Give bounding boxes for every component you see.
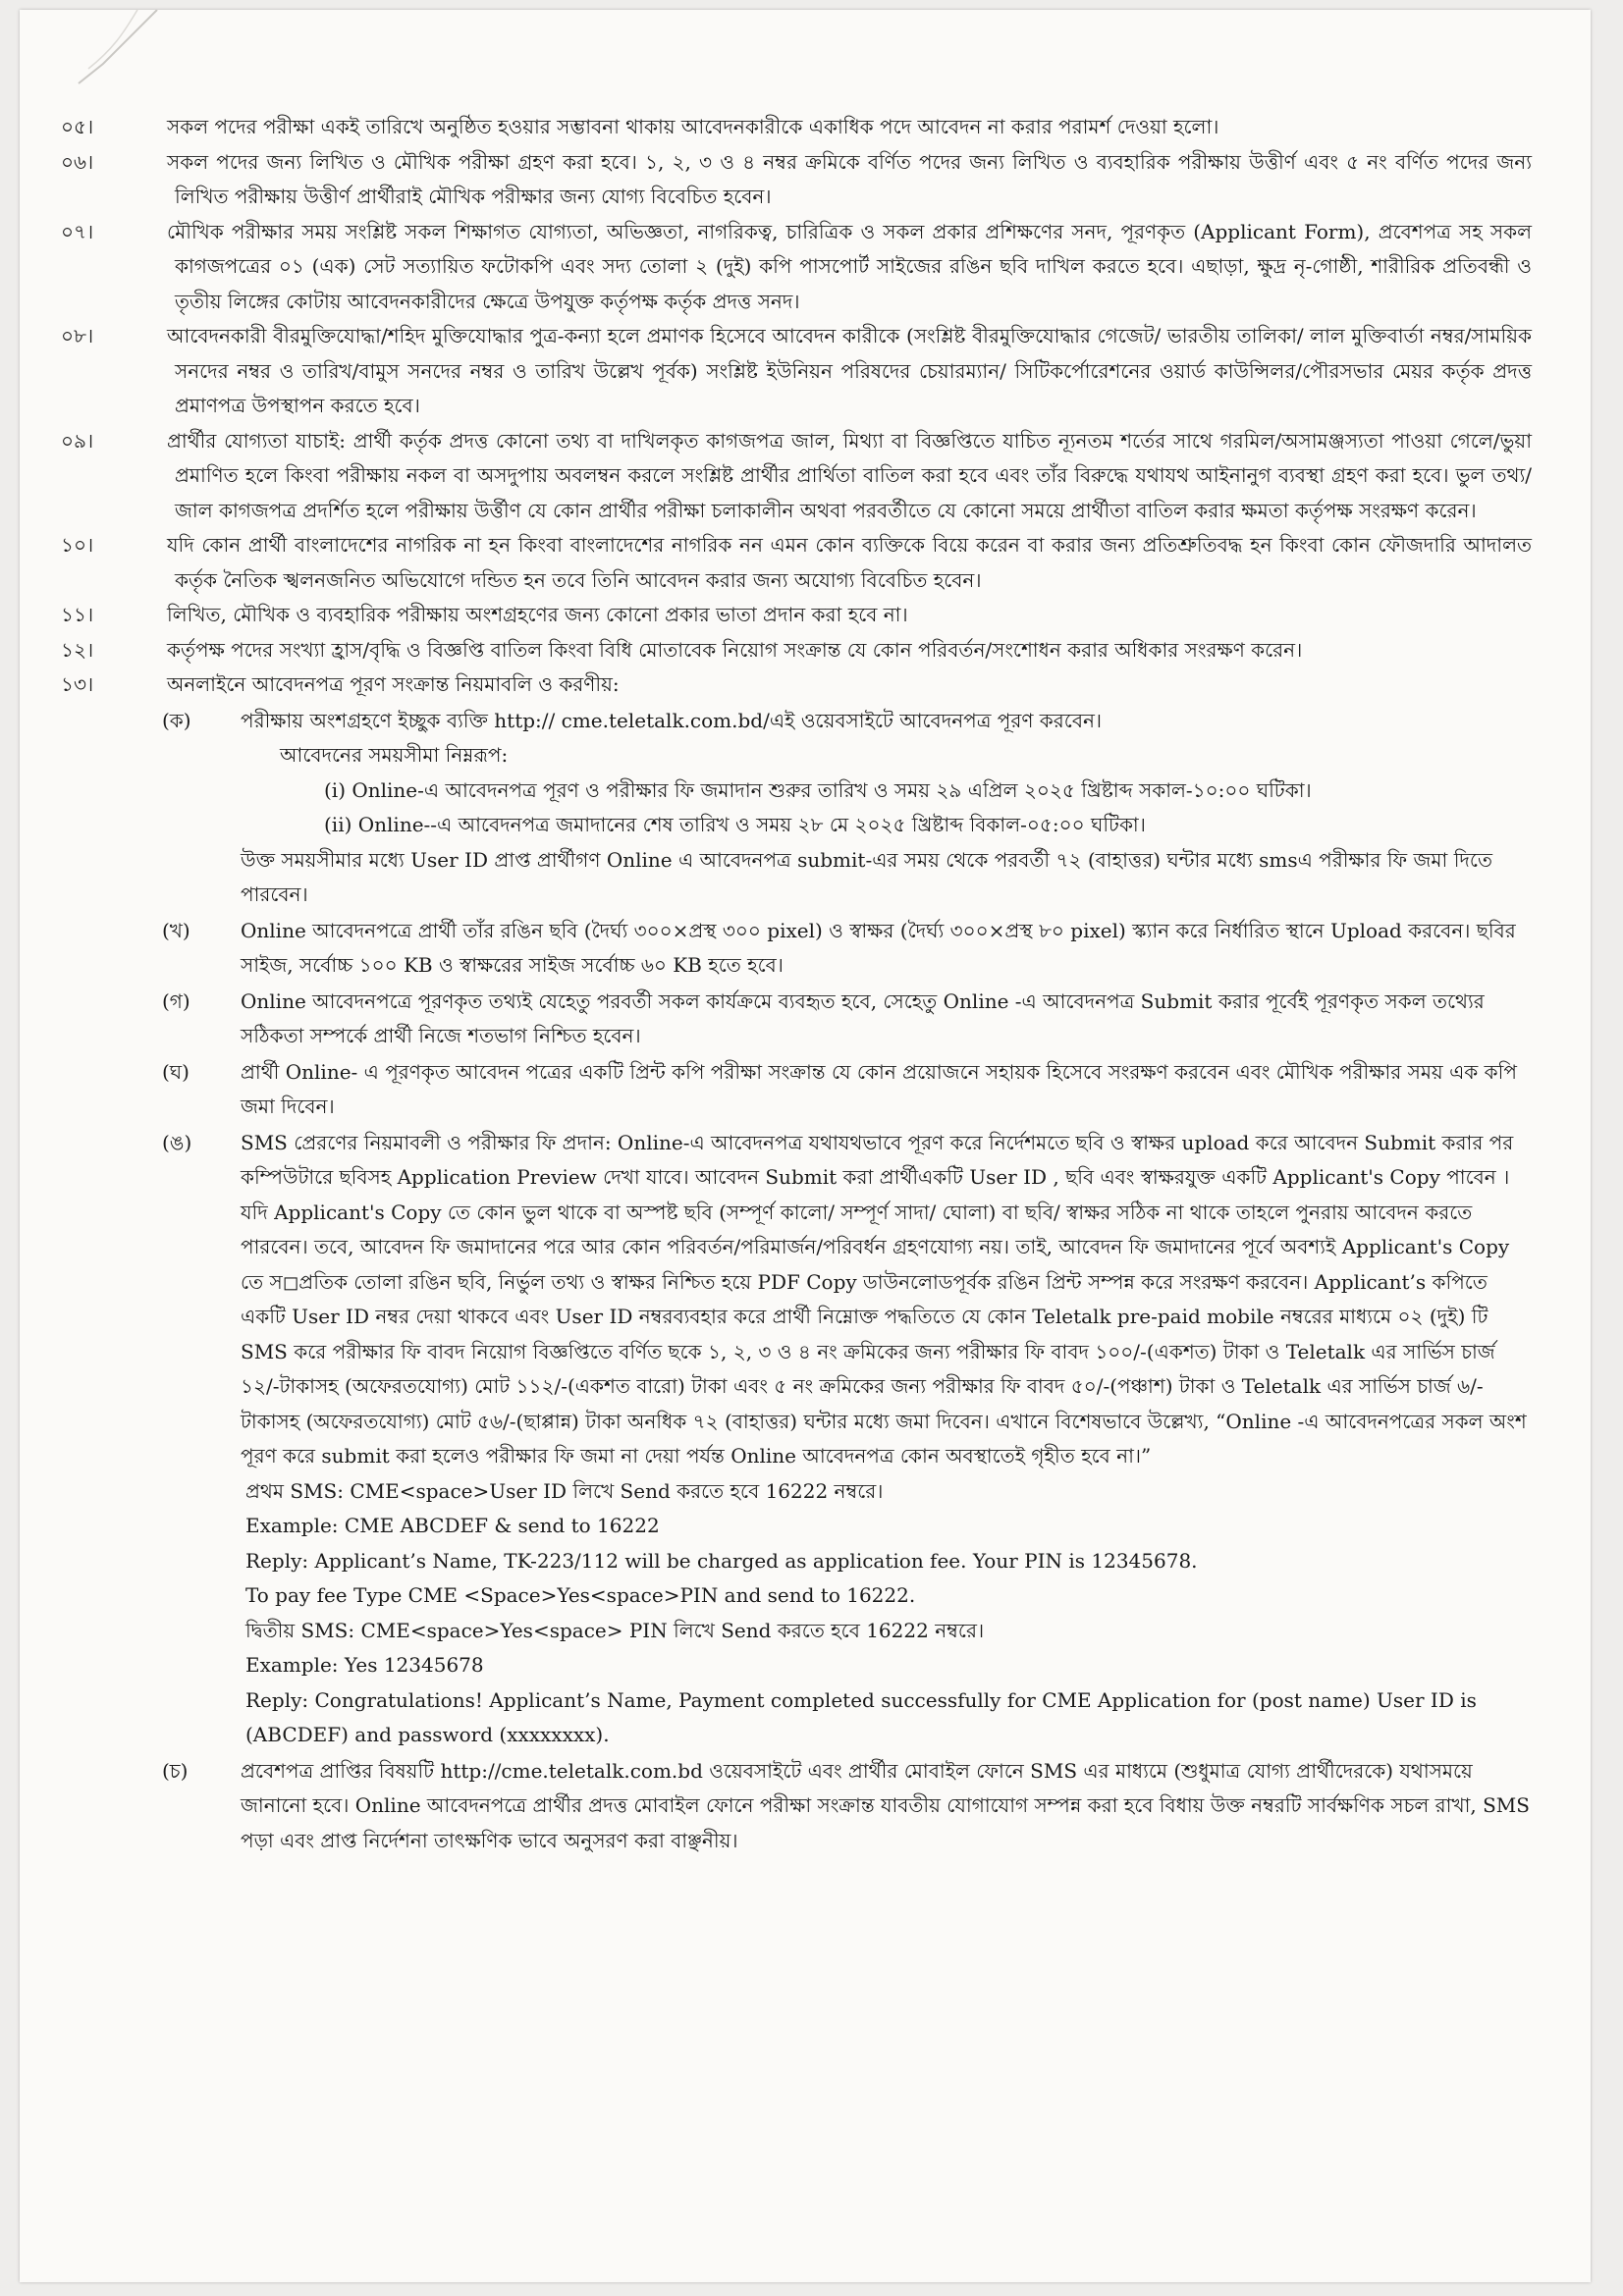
clause-number: ০৭।: [61, 219, 94, 243]
subclause-ga: [118, 985, 1532, 1054]
subclause-label: (ক): [162, 708, 191, 732]
clause-text: কর্তৃপক্ষ পদের সংখ্যা হ্রাস/বৃদ্ধি ও বিজ্ঞপ্তি বাতিল কিংবা বিধি মোতাবেক নিয়োগ সংক্রান্ত যে কোন পরিবর্তন/সংশোধন করার অধিকার সংরক্ষণ করেন।: [167, 637, 1303, 662]
subclause-text: প্রবেশপত্র প্রাপ্তির বিষয়টি http://cme.teletalk.com.bd ওয়েবসাইটে এবং প্রার্থীর মোবাইল ফোনে SMS এর মাধ্যমে (শুধুমাত্র যোগ্য প্রার্থীদেরকে) যথাসময়ে জানানো হবে। Online আবেদনপত্রে প্রার্থীর প্রদত্ত মোবাইল ফোনে পরীক্ষা সংক্রান্ত যাবতীয় যোগাযোগ সম্পন্ন করা হবে বিধায় উক্ত নম্বরটি সার্বক্ষণিক সচল রাখা, SMS পড়া এবং প্রাপ্ত নির্দেশনা তাৎক্ষণিক ভাবে অনুসরণ করা বাঞ্ছনীয়।: [241, 1758, 1530, 1852]
clause-number: ০৯।: [61, 428, 94, 453]
fee-deadline-note: উক্ত সময়সীমার মধ্যে User ID প্রাপ্ত প্রার্থীগণ Online এ আবেদনপত্র submit-এর সময় থেকে পরবর্তী ৭২ (বাহাত্তর) ঘন্টার মধ্যে smsএ পরীক্ষার ফি জমা দিতে পারবেন।: [241, 847, 1492, 906]
sms-line: To pay fee Type CME <Space>Yes<space>PIN and send to 16222.: [245, 1583, 916, 1607]
subclause-label: (চ): [162, 1758, 189, 1783]
clause-number: ১২।: [61, 637, 94, 662]
subclause-label: (খ): [162, 918, 190, 942]
clause-06: [61, 145, 1532, 215]
sms-line: Reply: Congratulations! Applicant’s Name, Payment completed successfully for CME Application for (post name) User ID is (ABCDEF) and password (xxxxxxxx).: [245, 1687, 1477, 1746]
notice-body: [61, 110, 1532, 1858]
subclause-label: (ঙ): [162, 1130, 192, 1154]
clause-number: ০৫।: [61, 115, 94, 138]
clause-11: [61, 598, 1532, 633]
clause-number: ১০।: [61, 533, 94, 557]
sms-line: Reply: Applicant’s Name, TK-223/112 will be charged as application fee. Your PIN is 12345678.: [245, 1548, 1198, 1573]
subclause-ka: [118, 704, 1532, 913]
clause-10: [61, 528, 1532, 598]
clause-12: [61, 633, 1532, 668]
subclause-text: প্রার্থী Online- এ পূরণকৃত আবেদন পত্রের একটি প্রিন্ট কপি পরীক্ষা সংক্রান্ত যে কোন প্রয়োজনে সহায়ক হিসেবে সংরক্ষণ করবেন এবং মৌখিক পরীক্ষার সময় এক কপি জমা দিবেন।: [241, 1059, 1517, 1118]
clause-text: যদি কোন প্রার্থী বাংলাদেশের নাগরিক না হন কিংবা বাংলাদেশের নাগরিক নন এমন কোন ব্যক্তিকে বিয়ে করেন বা করার জন্য প্রতিশ্রুতিবদ্ধ হন কিংবা কোন ফৌজদারি আদালত কর্তৃক নৈতিক স্খলনজনিত অভিযোগে দন্ডিত হন তবে তিনি আবেদন করার জন্য অযোগ্য বিবেচিত হবেন।: [167, 533, 1532, 592]
clause-text: মৌখিক পরীক্ষার সময় সংশ্লিষ্ট সকল শিক্ষাগত যোগ্যতা, অভিজ্ঞতা, নাগরিকত্ব, চারিত্রিক ও সকল প্রকার প্রশিক্ষণের সনদ, পূরণকৃত (Applicant Form), প্রবেশপত্র সহ সকল কাগজপত্রের ০১ (এক) সেট সত্যায়িত ফটোকপি এবং সদ্য তোলা ২ (দুই) কপি পাসপোর্ট সাইজের রঙিন ছবি দাখিল করতে হবে। এছাড়া, ক্ষুদ্র নৃ-গোষ্ঠী, শারীরিক প্রতিবন্ধী ও তৃতীয় লিঙ্গের কোটায় আবেদনকারীদের ক্ষেত্রে উপযুক্ত কর্তৃপক্ষ কর্তৃক প্রদত্ত সনদ।: [167, 219, 1532, 313]
clause-text: প্রার্থীর যোগ্যতা যাচাই: প্রার্থী কর্তৃক প্রদত্ত কোনো তথ্য বা দাখিলকৃত কাগজপত্র জাল, মিথ্যা বা বিজ্ঞপ্তিতে যাচিত ন্যূনতম শর্তের সাথে গরমিল/অসামঞ্জস্যতা পাওয়া গেলে/ভুয়া প্রমাণিত হলে কিংবা পরীক্ষায় নকল বা অসদুপায় অবলম্বন করলে সংশ্লিষ্ট প্রার্থীর প্রার্থিতা বাতিল করা হবে এবং তাঁর বিরুদ্ধে যথাযথ আইনানুগ ব্যবস্থা গ্রহণ করা হবে। ভুল তথ্য/জাল কাগজপত্র প্রদর্শিত হলে পরীক্ষায় উর্ত্তীণ যে কোন প্রার্থীর পরীক্ষা চলাকালীন অথবা পরবর্তীতে যে কোনো সময়ে প্রার্থীতা বাতিল করার ক্ষমতা কর্তৃপক্ষ সংরক্ষণ করেন।: [167, 428, 1532, 522]
subclause-text: Online আবেদনপত্রে প্রার্থী তাঁর রঙিন ছবি (দৈর্ঘ্য ৩০০×প্রস্থ ৩০০ pixel) ও স্বাক্ষর (দৈর্ঘ্য ৩০০×প্রস্থ ৮০ pixel) স্ক্যান করে নির্ধারিত স্থানে Upload করবেন। ছবির সাইজ, সর্বোচ্চ ১০০ KB ও স্বাক্ষরের সাইজ সর্বোচ্চ ৬০ KB হতে হবে।: [241, 918, 1516, 977]
clause-13: [61, 667, 1532, 703]
clause-07: [61, 215, 1532, 320]
subclause-text: পরীক্ষায় অংশগ্রহণে ইচ্ছুক ব্যক্তি http:// cme.teletalk.com.bd/এই ওয়েবসাইটে আবেদনপত্র পূরণ করবেন।: [241, 708, 1103, 732]
subclause-kha: [118, 914, 1532, 984]
subclause-gha: [118, 1055, 1532, 1125]
period-end: (ii) Online--এ আবেদনপত্র জমাদানের শেষ তারিখ ও সময় ২৮ মে ২০২৫ খ্রিষ্টাব্দ বিকাল-০৫:০০ ঘটিকা।: [324, 813, 1146, 836]
subclause-text: Online আবেদনপত্রে পূরণকৃত তথ্যই যেহেতু পরবর্তী সকল কার্যক্রমে ব্যবহৃত হবে, সেহেতু Online -এ আবেদনপত্র Submit করার পূর্বেই পূরণকৃত সকল তথ্যের সঠিকতা সম্পর্কে প্রার্থী নিজে শতভাগ নিশ্চিত হবেন।: [241, 988, 1485, 1047]
sms-line: প্রথম SMS: CME<space>User ID লিখে Send করতে হবে 16222 নম্বরে।: [245, 1478, 884, 1503]
period-start: (i) Online-এ আবেদনপত্র পূরণ ও পরীক্ষার ফি জমাদান শুরুর তারিখ ও সময় ২৯ এপ্রিল ২০২৫ খ্রিষ্টাব্দ সকাল-১০:০০ ঘটিকা।: [324, 777, 1312, 802]
sms-instructions: [118, 1474, 1532, 1753]
sms-line: Example: CME ABCDEF & send to 16222: [245, 1514, 660, 1537]
sms-line: দ্বিতীয় SMS: CME<space>Yes<space> PIN লিখে Send করতে হবে 16222 নম্বরে।: [245, 1618, 985, 1642]
clause-09: [61, 424, 1532, 529]
subclause-text: SMS প্রেরণের নিয়মাবলী ও পরীক্ষার ফি প্রদান: Online-এ আবেদনপত্র যথাযথভাবে পূরণ করে নির্দেশমতে ছবি ও স্বাক্ষর upload করে আবেদন Submit করার পর কম্পিউটারে ছবিসহ Application Preview দেখা যাবে। আবেদন Submit করা প্রার্থীএকটি User ID , ছবি এবং স্বাক্ষরযুক্ত একটি Applicant's Copy পাবেন । যদি Applicant's Copy তে কোন ভুল থাকে বা অস্পষ্ট ছবি (সম্পূর্ণ কালো/ সম্পূর্ণ সাদা/ ঘোলা) বা ছবি/ স্বাক্ষর সঠিক না থাকে তাহলে পুনরায় আবেদন করতে পারবেন। তবে, আবেদন ফি জমাদানের পরে আর কোন পরিবর্তন/পরিমার্জন/পরিবর্ধন গ্রহণযোগ্য নয়। তাই, আবেদন ফি জমাদানের পূর্বে অবশ্যই Applicant's Copy তে স◻প্রতিক তোলা রঙিন ছবি, নির্ভুল তথ্য ও স্বাক্ষর নিশ্চিত হয়ে PDF Copy ডাউনলোডপূর্বক রঙিন প্রিন্ট সম্পন্ন করে সংরক্ষণ করবেন। Applicant’s কপিতে একটি User ID নম্বর দেয়া থাকবে এবং User ID নম্বরব্যবহার করে প্রার্থী নিম্নোক্ত পদ্ধতিতে যে কোন Teletalk pre-paid mobile নম্বরের মাধ্যমে ০২ (দুই) টি SMS করে পরীক্ষার ফি বাবদ নিয়োগ বিজ্ঞপ্তিতে বর্ণিত ছকে ১, ২, ৩ ও ৪ নং ক্রমিকের জন্য পরীক্ষার ফি বাবদ ১০০/-(একশত) টাকা ও Teletalk এর সার্ভিস চার্জ ১২/-টাকাসহ (অফেরতযোগ্য) মোট ১১২/-(একশত বারো) টাকা এবং ৫ নং ক্রমিকের জন্য পরীক্ষার ফি বাবদ ৫০/-(পঞ্চাশ) টাকা ও Teletalk এর সার্ভিস চার্জ ৬/-টাকাসহ (অফেরতযোগ্য) মোট ৫৬/-(ছাপ্পান্ন) টাকা অনধিক ৭২ (বাহাত্তর) ঘন্টার মধ্যে জমা দিবেন। এখানে বিশেষভাবে উল্লেখ্য, “Online -এ আবেদনপত্রের সকল অংশ পূরণ করে submit করা হলেও পরীক্ষার ফি জমা না দেয়া পর্যন্ত Online আবেদনপত্র কোন অবস্থাতেই গৃহীত হবে না।”: [241, 1130, 1527, 1468]
clause-number: ০৮।: [61, 324, 94, 347]
subclause-label: (গ): [162, 988, 190, 1013]
clause-text: অনলাইনে আবেদনপত্র পূরণ সংক্রান্ত নিয়মাবলি ও করণীয়:: [167, 672, 620, 696]
clause-05: [61, 110, 1532, 145]
subclause-uma: [118, 1126, 1532, 1474]
clause-number: ০৬।: [61, 149, 94, 174]
clause-text: আবেদনকারী বীরমুক্তিযোদ্ধা/শহিদ মুক্তিযোদ্ধার পুত্র-কন্যা হলে প্রমাণক হিসেবে আবেদন কারীকে (সংশ্লিষ্ট বীরমুক্তিযোদ্ধার গেজেট/ ভারতীয় তালিকা/ লাল মুক্তিবার্তা নম্বর/সাময়িক সনদের নম্বর ও তারিখ/বামুস সনদের নম্বর ও তারিখ উল্লেখ পূর্বক) সংশ্লিষ্ট ইউনিয়ন পরিষদের চেয়ারম্যান/ সিটিকর্পোরেশনের ওয়ার্ড কাউন্সিলর/পৌরসভার মেয়র কর্তৃক প্রদত্ত প্রমাণপত্র উপস্থাপন করতে হবে।: [167, 324, 1532, 417]
clause-text: লিখিত, মৌখিক ও ব্যবহারিক পরীক্ষায় অংশগ্রহণের জন্য কোনো প্রকার ভাতা প্রদান করা হবে না।: [167, 603, 908, 626]
clause-number: ১১।: [61, 603, 94, 626]
subclause-label: (ঘ): [162, 1059, 189, 1084]
subclause-cha: [118, 1754, 1532, 1859]
clause-08: [61, 319, 1532, 424]
period-heading: আবেদনের সময়সীমা নিম্নরূপ:: [280, 743, 509, 767]
sms-line: Example: Yes 12345678: [245, 1653, 484, 1677]
clause-text: সকল পদের পরীক্ষা একই তারিখে অনুষ্ঠিত হওয়ার সম্ভাবনা থাকায় আবেদনকারীকে একাধিক পদে আবেদন না করার পরামর্শ দেওয়া হলো।: [167, 115, 1219, 138]
clause-number: ১৩।: [61, 672, 94, 696]
clause-text: সকল পদের জন্য লিখিত ও মৌখিক পরীক্ষা গ্রহণ করা হবে। ১, ২, ৩ ও ৪ নম্বর ক্রমিকে বর্ণিত পদের জন্য লিখিত ও ব্যবহারিক পরীক্ষায় উত্তীর্ণ এবং ৫ নং বর্ণিত পদের জন্য লিখিত পরীক্ষায় উত্তীর্ণ প্রার্থীরাই মৌখিক পরীক্ষার জন্য যোগ্য বিবেচিত হবেন।: [167, 149, 1532, 208]
